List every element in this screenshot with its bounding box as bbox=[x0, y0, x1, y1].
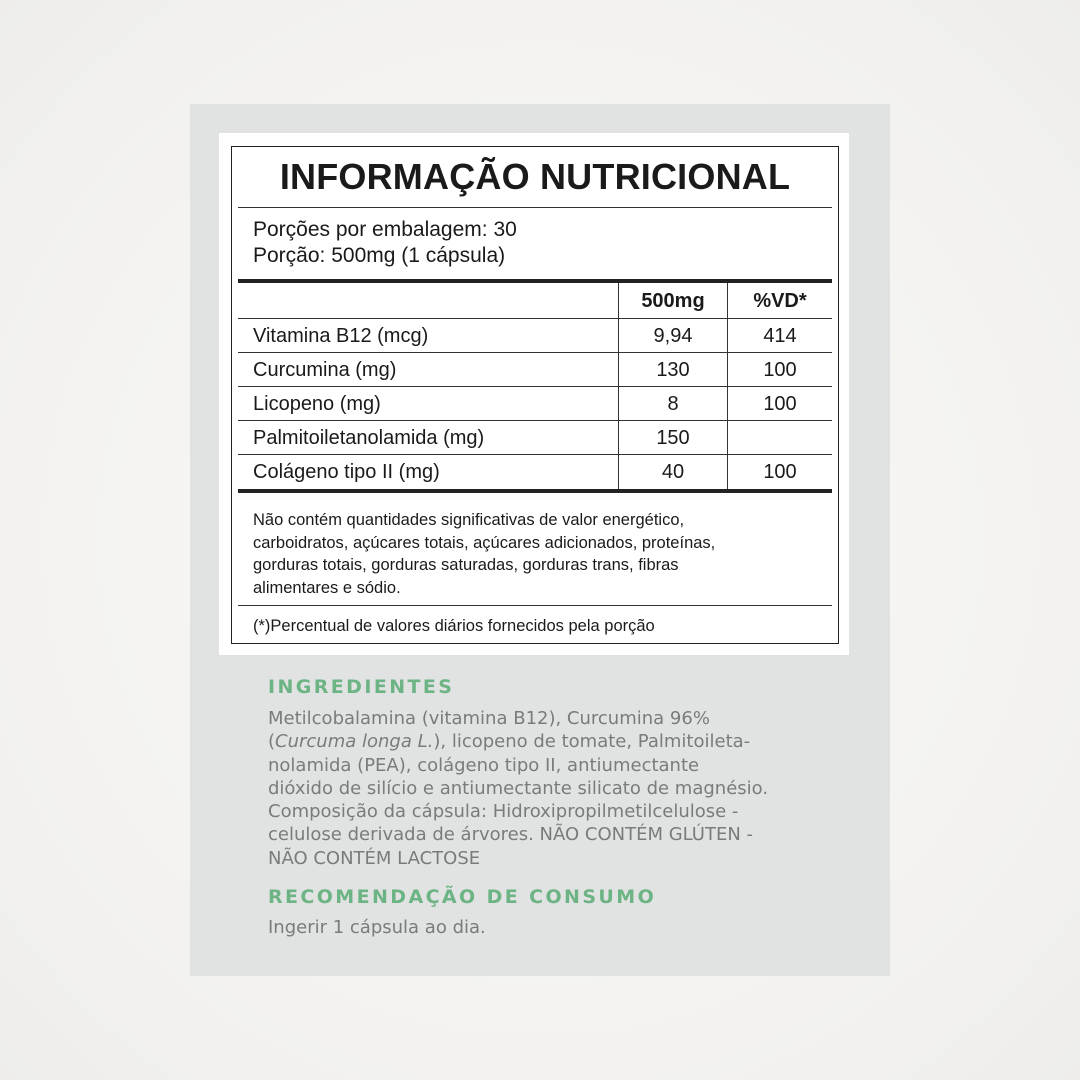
nutrition-disclaimer bbox=[253, 509, 813, 599]
ingredients-line bbox=[268, 730, 858, 753]
table-row bbox=[238, 421, 832, 455]
nutrient-dv: 414 bbox=[727, 319, 832, 352]
ingredients-heading: INGREDIENTES bbox=[268, 676, 455, 698]
serving-size: Porção: 500mg (1 cápsula) bbox=[253, 244, 506, 267]
ingredients-line: dióxido de silício e antiumectante silicato de magnésio. bbox=[268, 777, 769, 799]
disclaimer-line: gorduras totais, gorduras saturadas, gorduras trans, fibras bbox=[253, 556, 679, 574]
nutrient-table bbox=[238, 283, 832, 489]
scientific-name: Curcuma longa L. bbox=[275, 731, 434, 753]
ingredients-line: NÃO CONTÉM LACTOSE bbox=[268, 847, 481, 869]
column-header-amount: 500mg bbox=[618, 283, 727, 318]
nutrient-dv: 100 bbox=[727, 387, 832, 420]
nutrient-name: Vitamina B12 (mcg) bbox=[253, 325, 429, 347]
table-row bbox=[238, 455, 832, 489]
divider bbox=[238, 207, 832, 208]
table-header-row bbox=[238, 283, 832, 319]
nutrient-amount: 8 bbox=[618, 387, 727, 420]
table-row bbox=[238, 319, 832, 353]
nutrient-name: Curcumina (mg) bbox=[253, 359, 397, 381]
nutrient-name: Colágeno tipo II (mg) bbox=[253, 461, 440, 483]
serving-info bbox=[253, 217, 517, 269]
ingredients-fragment: ), licopeno de tomate, Palmitoileta- bbox=[433, 731, 751, 753]
ingredients-fragment: ( bbox=[268, 731, 276, 753]
ingredients-line: Composição da cápsula: Hidroxipropilmetilcelulose - bbox=[268, 801, 739, 823]
nutrient-amount: 9,94 bbox=[618, 319, 727, 352]
nutrient-name: Palmitoiletanolamida (mg) bbox=[253, 427, 485, 449]
nutrient-amount: 130 bbox=[618, 353, 727, 386]
table-row bbox=[238, 353, 832, 387]
ingredients-line: nolamida (PEA), colágeno tipo II, antiumectante bbox=[268, 754, 700, 776]
disclaimer-line: alimentares e sódio. bbox=[253, 578, 401, 597]
ingredients-text bbox=[268, 707, 858, 870]
column-header-dv: %VD* bbox=[727, 283, 832, 318]
divider bbox=[238, 605, 832, 606]
nutrient-dv: 100 bbox=[727, 353, 832, 386]
recommendation-heading: RECOMENDAÇÃO DE CONSUMO bbox=[268, 886, 657, 908]
nutrient-dv: 100 bbox=[727, 455, 832, 489]
nutrient-amount: 150 bbox=[618, 421, 727, 454]
recommendation-text: Ingerir 1 cápsula ao dia. bbox=[268, 917, 486, 938]
ingredients-line: celulose derivada de árvores. NÃO CONTÉM GLÚTEN - bbox=[268, 824, 754, 846]
disclaimer-line: carboidratos, açúcares totais, açúcares adicionados, proteínas, bbox=[253, 533, 716, 552]
thick-divider bbox=[238, 489, 832, 493]
nutrition-title: INFORMAÇÃO NUTRICIONAL bbox=[279, 156, 791, 197]
servings-per-package: Porções por embalagem: 30 bbox=[253, 218, 517, 241]
dv-footnote: (*)Percentual de valores diários fornecidos pela porção bbox=[253, 617, 655, 635]
nutrition-facts-table bbox=[231, 146, 839, 644]
nutrient-amount: 40 bbox=[618, 455, 727, 489]
table-row bbox=[238, 387, 832, 421]
nutrient-name: Licopeno (mg) bbox=[253, 393, 381, 415]
nutrient-dv bbox=[727, 421, 832, 454]
disclaimer-line: Não contém quantidades significativas de valor energético, bbox=[253, 511, 685, 529]
ingredients-line: Metilcobalamina (vitamina B12), Curcumina 96% bbox=[268, 708, 710, 729]
column-header-nutrient bbox=[238, 283, 618, 318]
